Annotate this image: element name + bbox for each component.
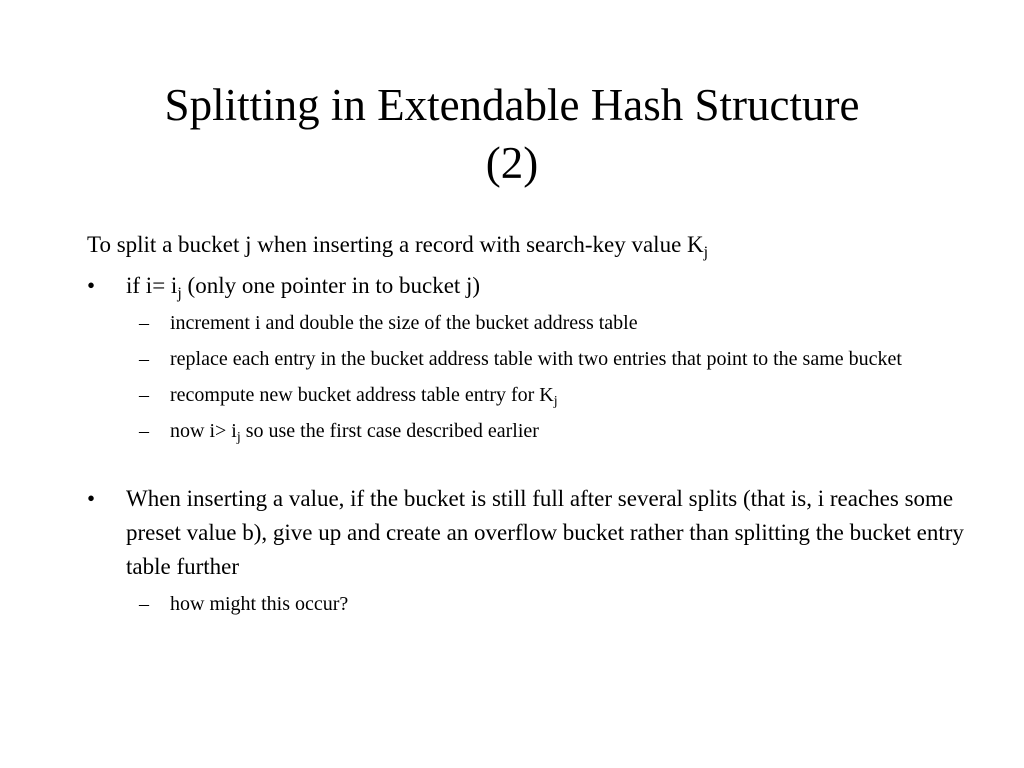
- sub-bullet-text: recompute new bucket address table entry for K: [170, 384, 554, 406]
- dash-marker: –: [139, 420, 149, 442]
- sub-bullet-text: replace each entry in the bucket address table with two entries that point to the same bucket: [170, 348, 902, 370]
- intro-subscript: j: [703, 243, 709, 261]
- title-line-2: (2): [485, 138, 539, 188]
- sub-bullet-text: now i> i: [170, 420, 237, 442]
- sub-bullet-text: increment i and double the size of the bucket address table: [170, 312, 638, 334]
- bullet-text: if i= i: [126, 273, 178, 298]
- slide-title: [60, 76, 964, 192]
- sub-bullet-item: [87, 345, 967, 374]
- bullet-marker: •: [87, 273, 96, 298]
- intro-line: [87, 228, 967, 262]
- dash-marker: –: [139, 593, 149, 615]
- sub-bullet-subscript: j: [553, 394, 558, 410]
- dash-marker: –: [139, 384, 149, 406]
- dash-marker: –: [139, 312, 149, 334]
- sub-bullet-item: [87, 590, 967, 619]
- bullet-item: [87, 269, 967, 303]
- bullet-text: When inserting a value, if the bucket is still full after several splits (that is, i reaches some preset value b), give up and create an overflow bucket rather than splitting the bucket entry table further: [126, 486, 964, 579]
- sub-bullet-text-tail: so use the first case described earlier: [240, 420, 539, 442]
- bullet-subscript: j: [177, 284, 182, 302]
- intro-text: To split a bucket j when inserting a record with search-key value K: [87, 232, 704, 257]
- sub-bullet-item: [87, 309, 967, 338]
- bullet-item: [87, 482, 967, 584]
- bullet-text-tail: (only one pointer in to bucket j): [181, 273, 481, 298]
- sub-bullet-text: how might this occur?: [170, 593, 349, 615]
- sub-bullet-subscript: j: [236, 430, 241, 446]
- sub-bullet-item: [87, 381, 967, 410]
- dash-marker: –: [139, 348, 149, 370]
- bullet-marker: •: [87, 486, 96, 511]
- sub-bullet-item: [87, 417, 967, 446]
- slide-body: [87, 228, 967, 626]
- title-line-1: Splitting in Extendable Hash Structure: [164, 80, 860, 130]
